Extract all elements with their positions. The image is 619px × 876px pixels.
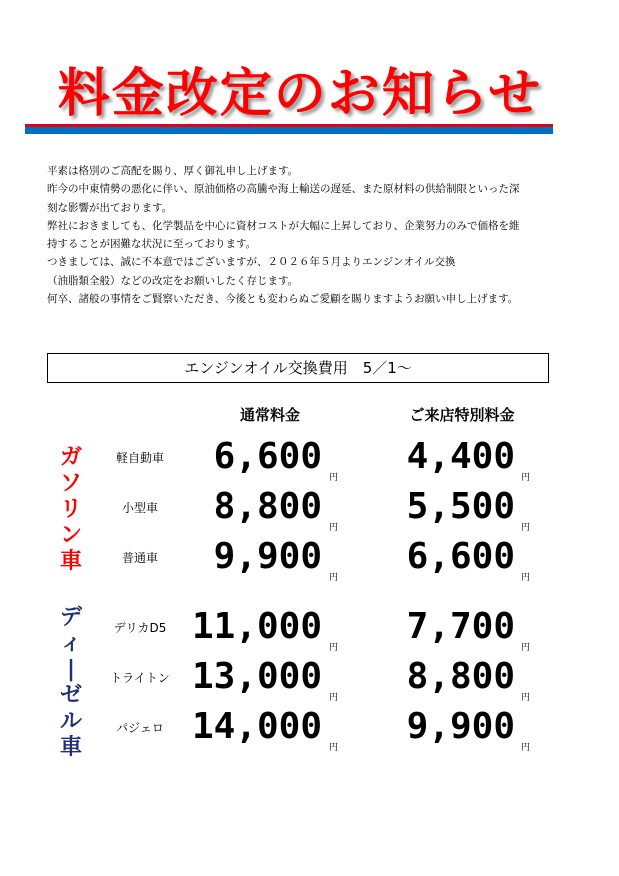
body-line: 弊社におきましても、化学製品を中心に資材コストが大幅に上昇しており、企業努力のみで価格を維 [47,219,520,232]
page-title: 料金改定のお知らせ [57,64,543,124]
regular-price: 14,000 [191,706,322,747]
yen-label: 円 [521,473,531,483]
body-line: （油脂類全般）などの改定をお願いしたく存じます。 [47,274,299,287]
body-line: つきましては、誠に不本意ではございますが、２０２６年５月よりエンジンオイル交換 [47,256,456,269]
regular-price: 8,800 [213,486,322,527]
header-special: ご来店特別料金 [409,406,515,424]
body-line: 刻な影響が出ております。 [47,201,173,214]
special-price: 5,500 [406,486,515,527]
yen-label: 円 [329,743,339,753]
yen-label: 円 [521,643,531,653]
regular-price: 9,900 [213,536,322,577]
price-table-title: エンジンオイル交換費用 5／1～ [47,353,549,383]
body-line: 持することが困難な状況に至っております。 [47,238,257,251]
yen-label: 円 [521,523,531,533]
vehicle-name: パジェロ [116,721,164,735]
special-price: 4,400 [406,436,515,477]
yen-label: 円 [521,693,531,703]
special-price: 6,600 [406,536,515,577]
regular-price: 13,000 [191,656,322,697]
special-price: 9,900 [406,706,515,747]
notice-body [47,162,567,308]
special-price: 8,800 [406,656,515,697]
vehicle-name: トライトン [110,671,170,685]
body-line: 昨今の中東情勢の悪化に伴い、原油価格の高騰や海上輸送の遅延、また原材料の供給制限といった深 [47,183,520,196]
special-price: 7,700 [406,606,515,647]
header-regular: 通常料金 [239,406,300,424]
title-underline-blue [25,127,553,134]
vehicle-name: デリカD5 [113,621,167,635]
category-gasoline: ガ ソ リ ン 車 [59,445,82,574]
vehicle-name: 普通車 [121,551,158,565]
vehicle-name: 軽自動車 [115,451,164,465]
yen-label: 円 [521,743,531,753]
regular-price: 6,600 [213,436,322,477]
category-diesel: デ ィ | ゼ ル 車 [59,605,82,760]
yen-label: 円 [329,523,339,533]
body-line: 何卒、諸般の事情をご賢察いただき、今後とも変わらぬご愛顧を賜りますようお願い申し上げます。 [47,293,519,306]
yen-label: 円 [329,573,339,583]
regular-price: 11,000 [191,606,322,647]
body-line: 平素は格別のご高配を賜り、厚く御礼申し上げます。 [47,165,299,177]
vehicle-name: 小型車 [121,501,158,515]
yen-label: 円 [329,473,339,483]
yen-label: 円 [329,643,339,653]
yen-label: 円 [329,693,339,703]
yen-label: 円 [521,573,531,583]
